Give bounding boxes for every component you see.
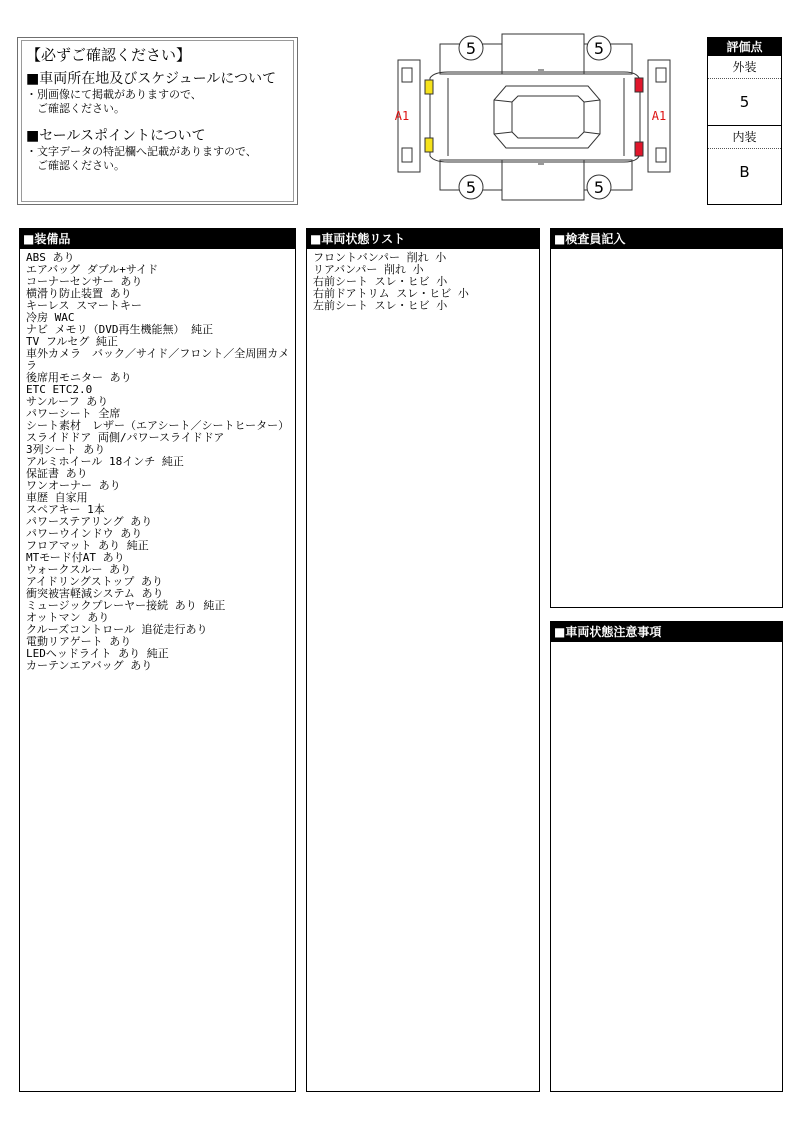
list-item: エアバッグ ダブル+サイド: [26, 263, 159, 276]
list-item: TV フルセグ 純正: [26, 335, 119, 348]
list-item: フロアマット あり 純正: [26, 539, 149, 552]
list-item: クルーズコントロール 追従走行あり: [26, 623, 208, 636]
equipment-panel: [19, 228, 296, 1092]
list-item: キーレス スマートキー: [26, 299, 142, 312]
list-item: 左前シート スレ・ヒビ 小: [313, 299, 448, 312]
list-item: 右前ドアトリム スレ・ヒビ 小: [313, 287, 469, 300]
inspector-notes-panel: [550, 228, 783, 608]
list-item: シート素材 レザー（エアシート／シートヒーター）: [26, 419, 290, 432]
front-left-score: 5: [465, 39, 477, 58]
vehicle-caution-panel: [550, 621, 783, 1092]
inspector-notes-title: ■検査員記入: [551, 229, 782, 249]
list-item: 後席用モニター あり: [26, 371, 132, 384]
list-item: MTモード付AT あり: [26, 551, 125, 564]
list-item: アイドリングストップ あり: [26, 575, 163, 588]
notice-section1-heading: ■車両所在地及びスケジュールについて: [26, 71, 277, 87]
rear-left-light-yellow: [425, 138, 433, 152]
list-item: パワーシート 全席: [26, 407, 121, 420]
notice-section2-heading: ■セールスポイントについて: [26, 128, 206, 144]
list-item: ミュージックプレーヤー接続 あり 純正: [26, 599, 226, 612]
notice-section2-text: ・文字データの特記欄へ記載がありますので、 ご確認ください。: [26, 145, 257, 172]
interior-label: 内装: [708, 126, 781, 149]
exterior-value: 5: [708, 79, 781, 126]
list-item: 車外カメラ バック／サイド／フロント／全周囲カメラ: [26, 347, 290, 372]
front-right-light-red: [635, 78, 643, 92]
right-damage-mark: A1: [651, 109, 667, 123]
list-item: ウォークスルー あり: [26, 563, 132, 576]
list-item: スペアキー 1本: [26, 503, 105, 516]
front-left-light-yellow: [425, 80, 433, 94]
list-item: パワーステアリング あり: [26, 515, 153, 528]
list-item: ETC ETC2.0: [26, 383, 93, 396]
grade-box: [707, 37, 782, 205]
vehicle-status-title: ■車両状態リスト: [307, 229, 539, 249]
vehicle-status-list: [307, 249, 539, 312]
list-item: パワーウインドウ あり: [26, 527, 143, 540]
interior-value: B: [739, 163, 750, 181]
list-item: サンルーフ あり: [26, 395, 109, 408]
list-item: オットマン あり: [26, 611, 110, 624]
list-item: アルミホイール 18インチ 純正: [26, 455, 184, 468]
notice-section1-text: ・別画像にて掲載がありますので、 ご確認ください。: [26, 88, 202, 115]
list-item: 保証書 あり: [26, 467, 88, 480]
list-item: 3列シート あり: [26, 443, 106, 456]
list-item: コーナーセンサー あり: [26, 275, 143, 288]
list-item: リアバンパー 削れ 小: [313, 263, 424, 276]
list-item: カーテンエアバッグ あり: [26, 659, 153, 672]
front-right-score: 5: [593, 39, 605, 58]
list-item: 横滑り防止装置 あり: [26, 287, 132, 300]
notice-inner: [21, 40, 294, 202]
list-item: 冷房 WAC: [26, 311, 75, 324]
list-item: スライドドア 両側/パワースライドドア: [26, 431, 225, 444]
rear-right-light-red: [635, 142, 643, 156]
exterior-label: 外装: [708, 56, 781, 79]
list-item: 電動リアゲート あり: [26, 635, 132, 648]
list-item: 衝突被害軽減システム あり: [26, 587, 164, 600]
left-damage-mark: A1: [394, 109, 410, 123]
vehicle-status-panel: [306, 228, 540, 1092]
list-item: フロントバンパー 削れ 小: [313, 251, 447, 264]
list-item: ナビ メモリ（DVD再生機能無） 純正: [26, 323, 214, 336]
car-condition-diagram: [388, 30, 680, 204]
list-item: LEDヘッドライト あり 純正: [26, 647, 169, 660]
notice-title: 【必ずご確認ください】: [26, 46, 192, 64]
vehicle-caution-title: ■車両状態注意事項: [551, 622, 782, 642]
equipment-title: ■装備品: [20, 229, 295, 249]
grade-header: 評価点: [708, 38, 781, 56]
rear-left-score: 5: [465, 178, 477, 197]
equipment-list: [20, 249, 295, 672]
list-item: 右前シート スレ・ヒビ 小: [313, 275, 448, 288]
list-item: ABS あり: [26, 251, 75, 264]
notice-box: [17, 37, 298, 205]
rear-right-score: 5: [593, 178, 605, 197]
list-item: ワンオーナー あり: [26, 479, 121, 492]
list-item: 車歴 自家用: [26, 491, 88, 504]
